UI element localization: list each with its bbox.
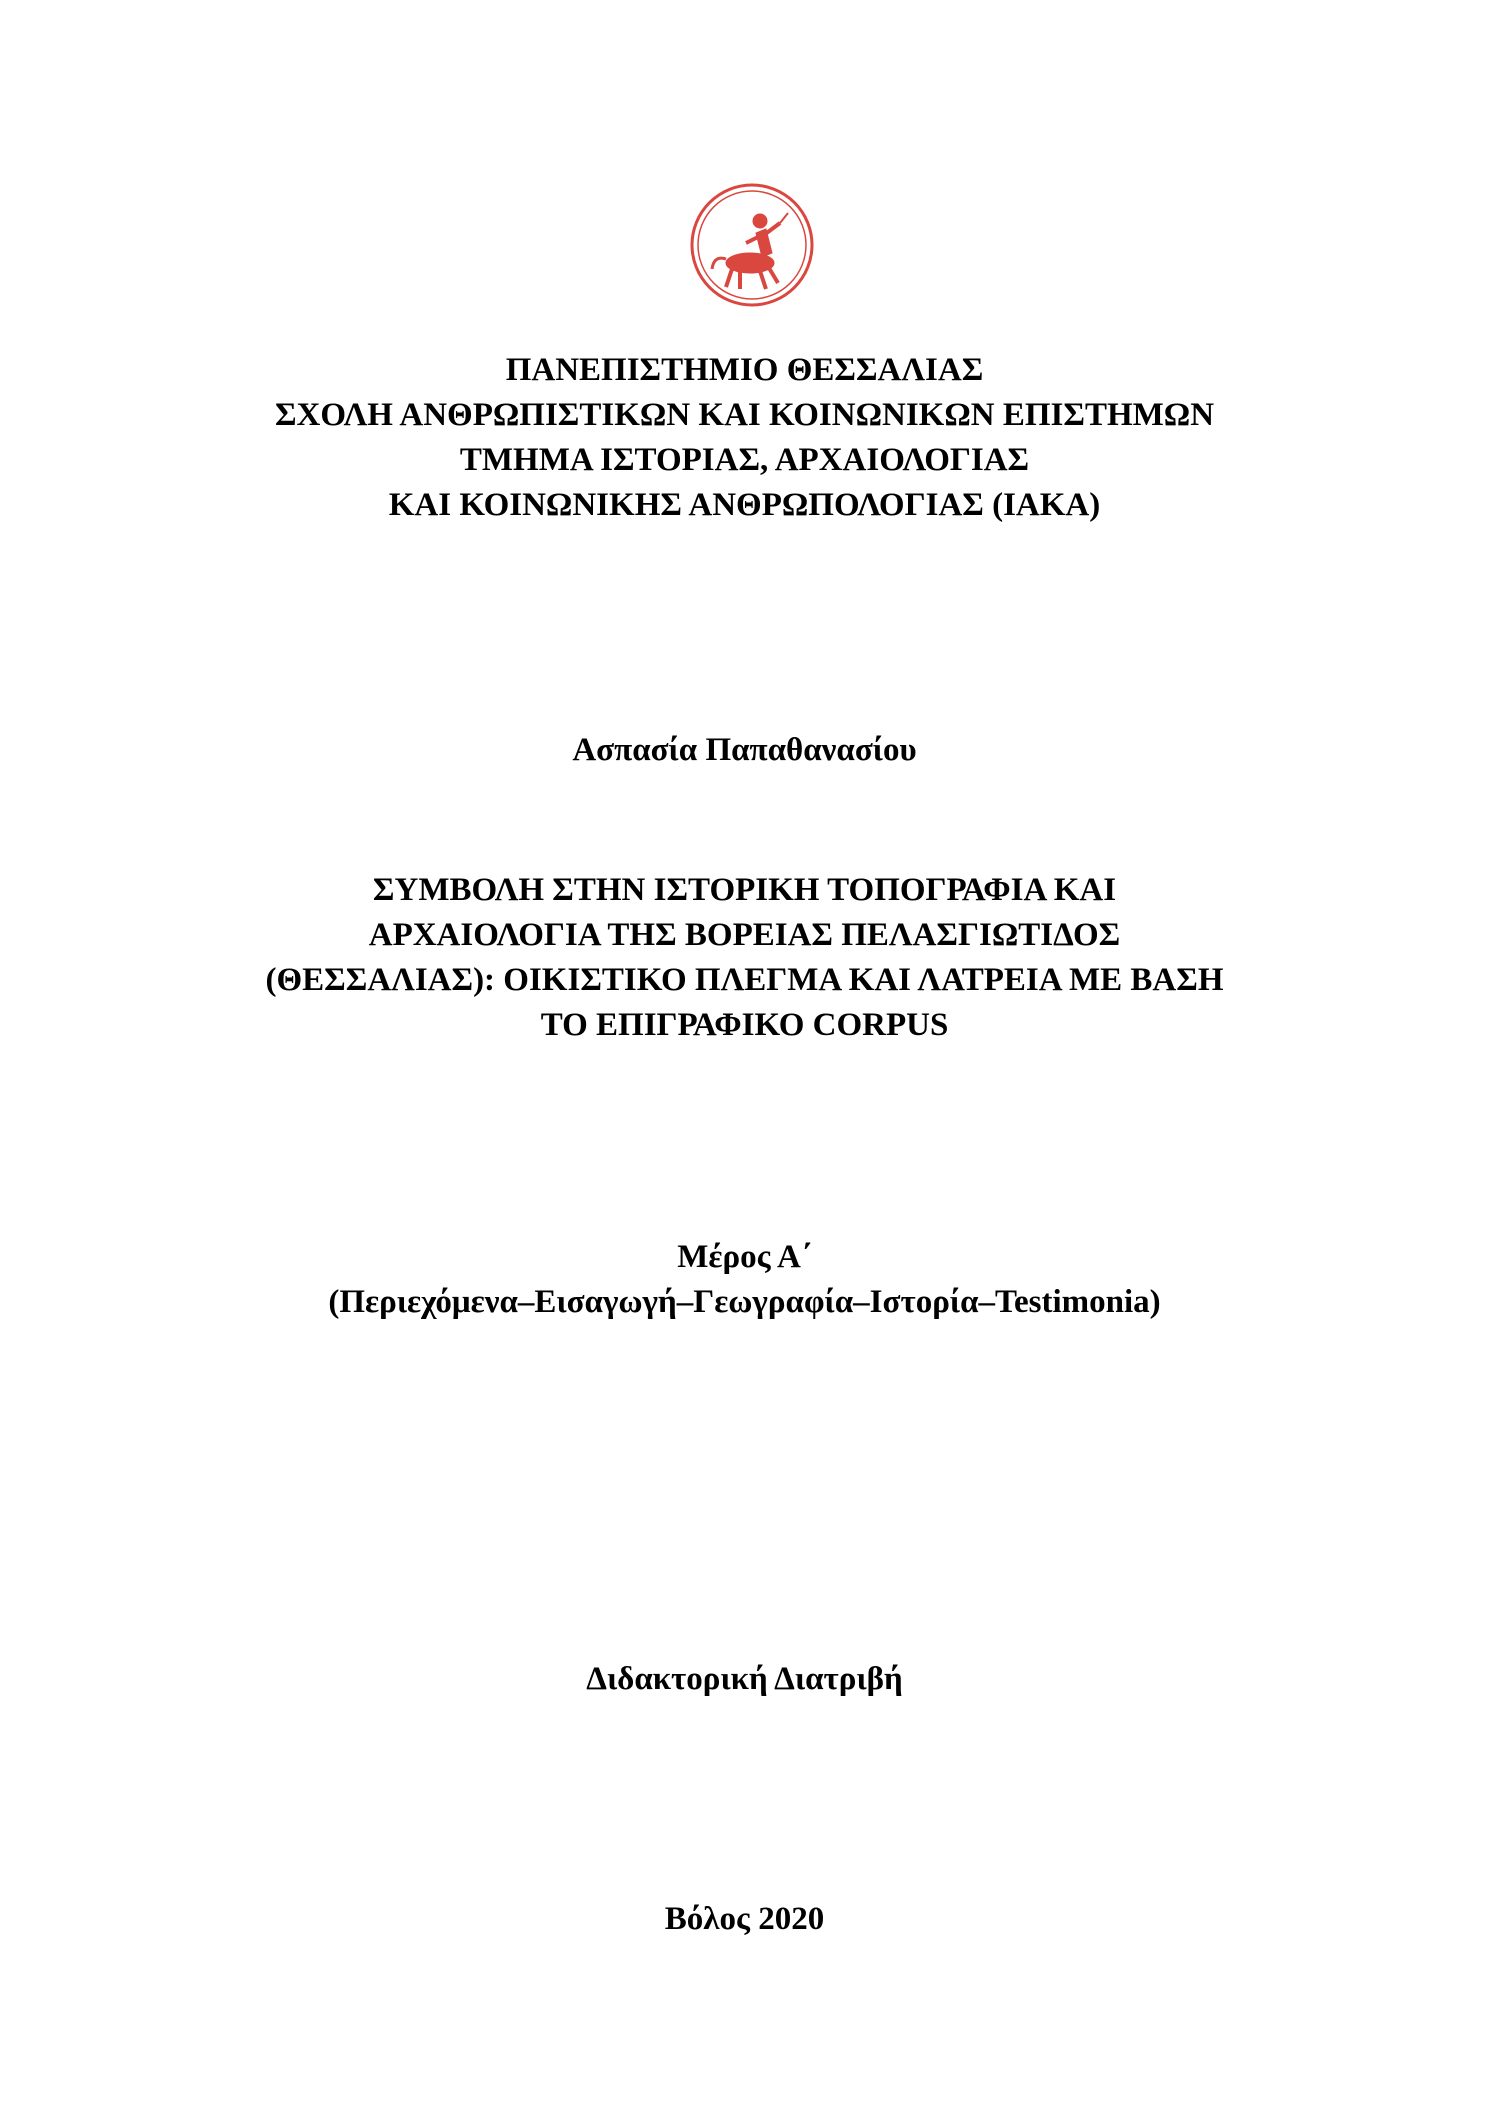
part-contents: (Περιεχόμενα–Εισαγωγή–Γεωγραφία–Ιστορία–Testimonia): [328, 1284, 1161, 1320]
document-type: [0, 1657, 1489, 1702]
university-centaur-seal-icon: [690, 183, 814, 307]
part-info: [0, 1235, 1489, 1325]
author-name: [0, 728, 1489, 773]
place-and-date-text: Βόλος 2020: [664, 1901, 825, 1937]
thesis-title-line-4: ΤΟ ΕΠΙΓΡΑΦΙΚΟ CORPUS: [540, 1007, 949, 1043]
author-name-text: Ασπασία Παπαθανασίου: [572, 732, 917, 768]
thesis-title-line-1: ΣΥΜΒΟΛΗ ΣΤΗΝ ΙΣΤΟΡΙΚΗ ΤΟΠΟΓΡΑΦΙΑ ΚΑΙ: [372, 872, 1117, 908]
document-type-text: Διδακτορική Διατριβή: [586, 1661, 903, 1697]
part-label: Μέρος Α΄: [677, 1239, 812, 1275]
institution-department: ΤΜΗΜΑ ΙΣΤΟΡΙΑΣ, ΑΡΧΑΙΟΛΟΓΙΑΣ: [459, 442, 1030, 478]
institution-heading: [0, 348, 1489, 528]
institution-university: ΠΑΝΕΠΙΣΤΗΜΙΟ ΘΕΣΣΑΛΙΑΣ: [505, 352, 984, 388]
institution-department-cont: ΚΑΙ ΚΟΙΝΩΝΙΚΗΣ ΑΝΘΡΩΠΟΛΟΓΙΑΣ (ΙΑΚΑ): [388, 487, 1101, 523]
thesis-title-line-2: ΑΡΧΑΙΟΛΟΓΙΑ ΤΗΣ ΒΟΡΕΙΑΣ ΠΕΛΑΣΓΙΩΤΙΔΟΣ: [368, 917, 1121, 953]
place-and-date: [0, 1897, 1489, 1942]
thesis-title: [0, 868, 1489, 1048]
thesis-title-line-3: (ΘΕΣΣΑΛΙΑΣ): ΟΙΚΙΣΤΙΚΟ ΠΛΕΓΜΑ ΚΑΙ ΛΑΤΡΕΙΑ ΜΕ ΒΑΣΗ: [265, 962, 1224, 998]
institution-school: ΣΧΟΛΗ ΑΝΘΡΩΠΙΣΤΙΚΩΝ ΚΑΙ ΚΟΙΝΩΝΙΚΩΝ ΕΠΙΣΤΗΜΩΝ: [274, 397, 1215, 433]
